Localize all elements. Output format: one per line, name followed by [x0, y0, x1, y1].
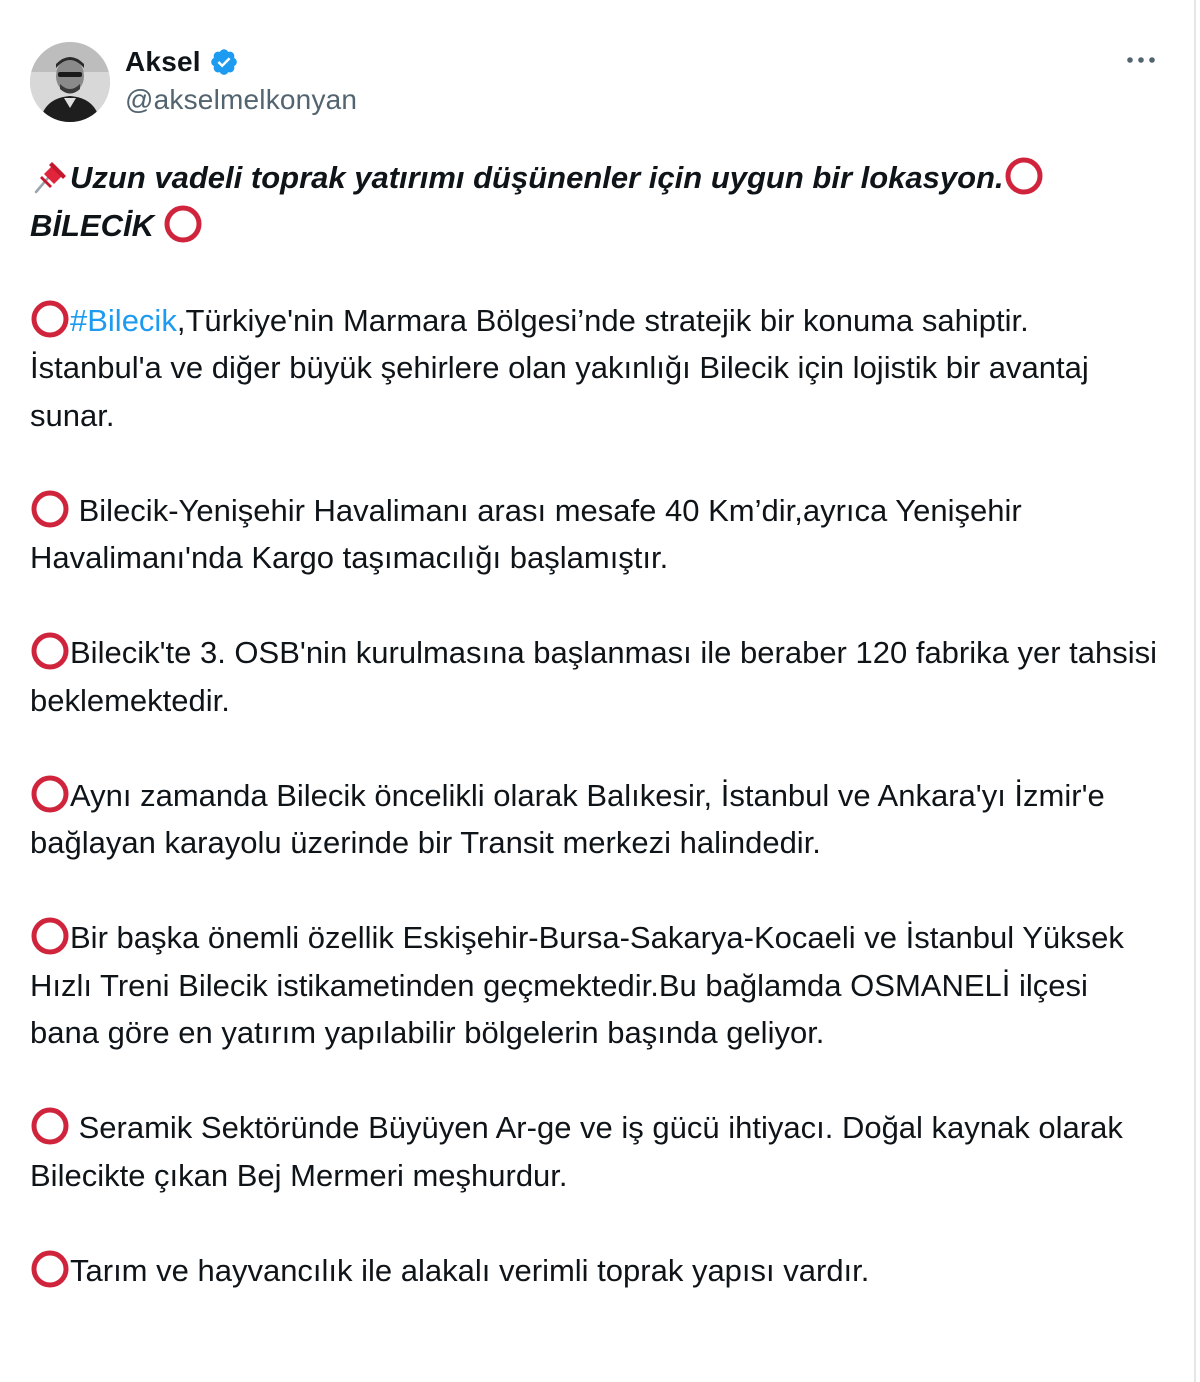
paragraph-text: Bilecik'te 3. OSB'nin kurulmasına başlanması ile beraber 120 fabrika yer tahsisi beklemektedir. — [30, 635, 1158, 718]
paragraph-text: Seramik Sektöründe Büyüyen Ar-ge ve iş gücü ihtiyacı. Doğal kaynak olarak Bilecikte çıkan Bej Mermeri meşhurdur. — [30, 1110, 1123, 1193]
paragraph-text: ,Türkiye'nin Marmara Bölgesi’nde stratejik bir konuma sahiptir. İstanbul'a ve diğer büyük şehirlere olan yakınlığı Bilecik için lojistik bir avantaj sunar. — [30, 302, 1089, 433]
intro-text: Uzun vadeli toprak yatırımı düşünenler için uygun bir lokasyon. — [70, 160, 1004, 195]
hollow-red-circle-icon — [1004, 156, 1044, 196]
paragraph-text: Aynı zamanda Bilecik öncelikli olarak Balıkesir, İstanbul ve Ankara'yı İzmir'e bağlayan karayolu üzerinde bir Transit merkezi halindedir. — [30, 777, 1105, 860]
avatar-photo-icon — [30, 42, 110, 122]
verified-badge-icon[interactable] — [209, 47, 239, 77]
author-handle[interactable]: @akselmelkonyan — [125, 84, 358, 115]
intro-city: BİLECİK — [30, 207, 154, 243]
card-edge — [1194, 0, 1196, 1382]
hollow-red-circle-icon — [30, 299, 70, 339]
name-row — [125, 42, 357, 82]
paragraph-agriculture — [30, 1247, 1160, 1295]
hollow-red-circle-icon — [30, 631, 70, 671]
hollow-red-circle-icon — [30, 1106, 70, 1146]
pushpin-icon — [30, 156, 70, 196]
author-display-name[interactable]: Aksel — [125, 46, 201, 77]
paragraph-transit — [30, 772, 1160, 867]
hollow-red-circle-icon — [30, 916, 70, 956]
paragraph-text: Bir başka önemli özellik Eskişehir-Bursa-Sakarya-Kocaeli ve İstanbul Yüksek Hızlı Treni Bilecik istikametinden geçmektedir.Bu bağlamda OSMANELİ ilçesi bana göre en yatırım yapılabilir bölgelerin başında geliyor. — [30, 920, 1124, 1050]
paragraph-text: Tarım ve hayvancılık ile alakalı verimli toprak yapısı vardır. — [70, 1252, 870, 1288]
hollow-red-circle-icon — [163, 204, 203, 244]
paragraph-airport — [30, 487, 1160, 582]
paragraph-text: Bilecik-Yenişehir Havalimanı arası mesafe 40 Km’dir,ayrıca Yenişehir Havalimanı'nda Kargo taşımacılığı başlamıştır. — [30, 492, 1022, 575]
hollow-red-circle-icon — [30, 774, 70, 814]
author-block — [125, 42, 357, 116]
intro-paragraph — [30, 154, 1160, 249]
hollow-red-circle-icon — [30, 1249, 70, 1289]
paragraph-osb — [30, 629, 1160, 724]
avatar[interactable] — [30, 42, 110, 122]
hashtag-link[interactable]: #Bilecik — [70, 302, 177, 338]
paragraph-train — [30, 914, 1160, 1057]
tweet-header — [30, 38, 1170, 128]
tweet-body — [30, 154, 1160, 1294]
hollow-red-circle-icon — [30, 489, 70, 529]
more-options-icon[interactable] — [1124, 50, 1158, 70]
paragraph-ceramic — [30, 1104, 1160, 1199]
paragraph-location — [30, 297, 1160, 440]
